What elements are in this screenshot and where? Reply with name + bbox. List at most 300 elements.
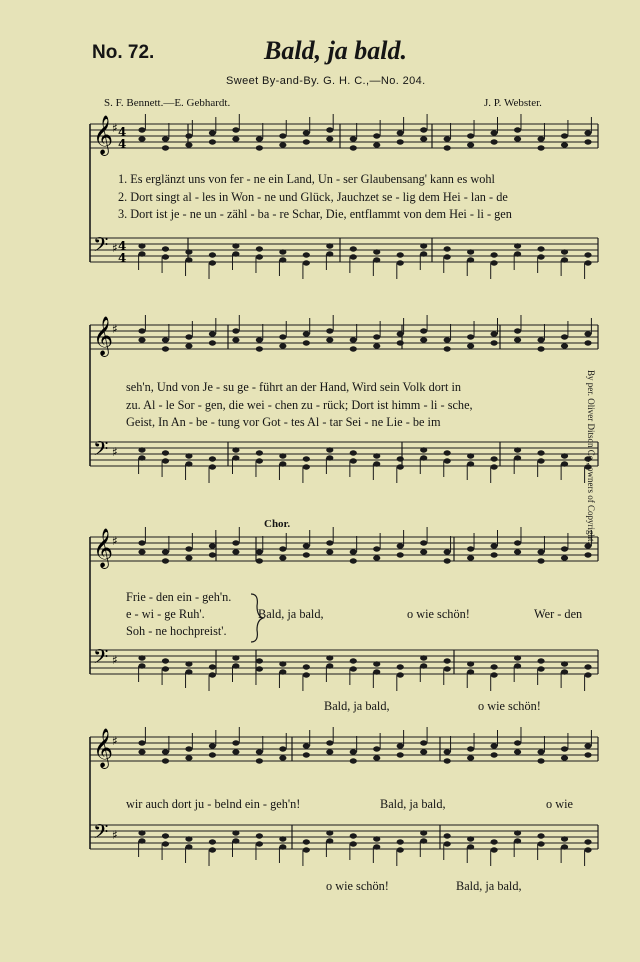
system4-treble-note xyxy=(350,758,357,763)
system4-bass-note xyxy=(514,830,521,835)
system2-bass-note xyxy=(561,453,568,458)
system1-treble-note xyxy=(303,130,310,135)
system2-treble-note xyxy=(138,328,145,333)
system3-bass-note xyxy=(185,669,192,674)
system3-bass-note xyxy=(444,666,451,671)
system1-treble-note xyxy=(303,139,310,144)
system4-bass-note xyxy=(326,830,333,835)
system3-treble-note xyxy=(326,549,333,554)
system3-bass-note xyxy=(467,661,474,666)
system2-bass-note xyxy=(209,464,216,469)
system2-treble-note xyxy=(537,337,544,342)
system1-bass-note xyxy=(561,249,568,254)
system2-treble-note xyxy=(397,331,404,336)
system4-bass-note xyxy=(350,833,357,838)
system4-treble-note xyxy=(162,749,169,754)
system1-treble-note xyxy=(185,133,192,138)
system2-treble-note xyxy=(209,340,216,345)
system4-treble-note xyxy=(397,752,404,757)
system4-treble-note xyxy=(279,755,286,760)
verse-1-line: 1. Es erglänzt uns von fer - ne ein Land, Un - ser Glaubensang' kann es wohl xyxy=(118,172,495,186)
system4-treble-note xyxy=(256,758,263,763)
system2-bass-note xyxy=(350,458,357,463)
system3-treble-note xyxy=(303,543,310,548)
verse-3-line: 3. Dort ist je - ne un - zähl - ba - re Schar, Die, entflammt von dem Hei - li - gen xyxy=(118,207,512,221)
system2-bass-note xyxy=(326,447,333,452)
system3-bass-note xyxy=(537,658,544,663)
system2-bass-note xyxy=(350,450,357,455)
system1-treble-note xyxy=(185,142,192,147)
system2-treble-clef-icon: 𝄞 xyxy=(93,316,114,356)
system4-treble-note xyxy=(256,749,263,754)
system4-bass-note xyxy=(444,841,451,846)
chorus-lyric-1: Bald, ja bald, xyxy=(258,607,324,621)
system4-treble-note xyxy=(444,749,451,754)
system4-bass-note xyxy=(326,838,333,843)
system3-treble-note xyxy=(209,543,216,548)
system1-bass-note xyxy=(444,246,451,251)
chorus-lyric-3: Wer - den xyxy=(534,607,583,621)
system2-treble-note xyxy=(561,334,568,339)
system4-treble-note xyxy=(326,740,333,745)
system4-treble-note xyxy=(420,740,427,745)
system1-treble-note xyxy=(232,136,239,141)
system1-treble-note xyxy=(537,136,544,141)
bass-lyric-2: o wie schön! xyxy=(478,699,541,713)
system4-bass-note xyxy=(279,844,286,849)
system2-bass-note xyxy=(514,447,521,452)
system3-treble-note xyxy=(138,549,145,554)
system4-treble-note xyxy=(444,758,451,763)
system4-bass-note xyxy=(584,839,591,844)
system3-bass-note xyxy=(444,658,451,663)
system1-bass-note xyxy=(256,246,263,251)
system1-bass-note xyxy=(514,251,521,256)
system2-bass-note xyxy=(397,456,404,461)
system2-treble-note xyxy=(185,343,192,348)
system4-treble-note xyxy=(373,755,380,760)
system3-treble-note xyxy=(467,546,474,551)
system4-treble-note xyxy=(584,743,591,748)
system2-lyric-3: Geist, In An - be - tung vor Got - tes Al - tar Sei - ne Lie - be im xyxy=(126,415,441,429)
system1-bass-note xyxy=(162,246,169,251)
system4-treble-sharp-icon: ♯ xyxy=(112,734,118,748)
system2-bass-note xyxy=(514,455,521,460)
system4-treble-note xyxy=(561,755,568,760)
system3-bass-note xyxy=(326,663,333,668)
system1-treble-note xyxy=(373,133,380,138)
system1-treble-note xyxy=(514,136,521,141)
system1-treble-note xyxy=(444,136,451,141)
system1-treble-note xyxy=(279,133,286,138)
system4-bass-note xyxy=(162,841,169,846)
system1-bass-note xyxy=(397,260,404,265)
system1-bass-note xyxy=(232,251,239,256)
system3-treble-note xyxy=(514,549,521,554)
system4-bass-note xyxy=(138,838,145,843)
system4-treble-note xyxy=(397,743,404,748)
system1-treble-note xyxy=(397,139,404,144)
system2-bass-note xyxy=(256,458,263,463)
system3-bass-note xyxy=(350,658,357,663)
system4-bass-note xyxy=(561,844,568,849)
system1-bass-note xyxy=(373,257,380,262)
system3-treble-note xyxy=(209,552,216,557)
system4-bass-note xyxy=(185,844,192,849)
system1-bass-note xyxy=(138,243,145,248)
system1-bass-note xyxy=(303,252,310,257)
system2-bass-note xyxy=(491,464,498,469)
system3-treble-note xyxy=(397,543,404,548)
system2-treble-note xyxy=(185,334,192,339)
system2-treble-note xyxy=(350,346,357,351)
system3-bass-note xyxy=(491,672,498,677)
tune-reference: Sweet By-and-By. G. H. C.,—No. 204. xyxy=(226,75,426,87)
system1-treble-sharp-icon: ♯ xyxy=(112,121,118,135)
system4-bass-note xyxy=(491,847,498,852)
system2-bass-note xyxy=(185,453,192,458)
system2-lyric-1: seh'n, Und von Je - su ge - führt an der Hand, Wird sein Volk dort in xyxy=(126,380,462,394)
system4-bass-note xyxy=(397,839,404,844)
system3-bass-note xyxy=(514,663,521,668)
system1-bass-note xyxy=(537,246,544,251)
system1-bass-note xyxy=(397,252,404,257)
system4-bass-sharp-icon: ♯ xyxy=(112,828,118,842)
system1-treble-note xyxy=(537,145,544,150)
bass-lyric-1: Bald, ja bald, xyxy=(324,699,390,713)
time-signature-bass-bottom: 4 xyxy=(118,251,127,265)
system1-bass-note xyxy=(537,254,544,259)
system2-treble-note xyxy=(279,343,286,348)
system1-treble-note xyxy=(491,139,498,144)
system4-treble-note xyxy=(420,749,427,754)
system3-bass-note xyxy=(138,655,145,660)
system4-bass-note xyxy=(561,836,568,841)
system1-treble-note xyxy=(279,142,286,147)
system2-bass-note xyxy=(326,455,333,460)
system2-bass-clef-icon: 𝄢 xyxy=(93,437,109,465)
system3-treble-note xyxy=(491,552,498,557)
system1-bass-note xyxy=(350,254,357,259)
system4-bass-note xyxy=(397,847,404,852)
system2-bass-note xyxy=(537,458,544,463)
system1-treble-note xyxy=(138,127,145,132)
system4-bass-note xyxy=(584,847,591,852)
system4-bass-note xyxy=(256,833,263,838)
system2-bass-note xyxy=(279,461,286,466)
system1-treble-note xyxy=(350,136,357,141)
system3-treble-note xyxy=(537,558,544,563)
system2-treble-note xyxy=(232,337,239,342)
system2-treble-note xyxy=(420,328,427,333)
system1-bass-note xyxy=(491,260,498,265)
system2-bass-note xyxy=(373,461,380,466)
system3-treble-sharp-icon: ♯ xyxy=(112,534,118,548)
system3-bass-note xyxy=(584,672,591,677)
system2-treble-note xyxy=(420,337,427,342)
system3-treble-note xyxy=(561,555,568,560)
system1-bass-note xyxy=(373,249,380,254)
system3-bass-note xyxy=(326,655,333,660)
system4-treble-note xyxy=(467,755,474,760)
system2-bass-note xyxy=(373,453,380,458)
system4-treble-note xyxy=(162,758,169,763)
system3-bass-note xyxy=(162,666,169,671)
system4-bass-note xyxy=(162,833,169,838)
system3-bass-sharp-icon: ♯ xyxy=(112,653,118,667)
system2-bass-note xyxy=(467,461,474,466)
system4-lyric-1: wir auch dort ju - belnd ein - geh'n! xyxy=(126,797,301,811)
system3-treble-note xyxy=(256,558,263,563)
composer-credit: J. P. Webster. xyxy=(484,97,542,109)
system4-treble-note xyxy=(491,752,498,757)
system2-bass-note xyxy=(467,453,474,458)
system3-bass-note xyxy=(209,664,216,669)
system3-treble-note xyxy=(162,558,169,563)
system4-bass-note xyxy=(514,838,521,843)
system1-bass-note xyxy=(326,251,333,256)
system3-bass-note xyxy=(303,664,310,669)
system3-bass-note xyxy=(420,663,427,668)
system1-bass-note xyxy=(420,251,427,256)
system3-bass-note xyxy=(209,672,216,677)
system1-bass-note xyxy=(561,257,568,262)
hymn-number: No. 72. xyxy=(92,42,155,63)
system1-treble-note xyxy=(514,127,521,132)
system1-bass-note xyxy=(467,257,474,262)
system4-treble-note xyxy=(185,746,192,751)
system4-bass-note xyxy=(537,841,544,846)
system1-bass-note xyxy=(491,252,498,257)
system4-bass-note xyxy=(537,833,544,838)
system4-treble-note xyxy=(232,740,239,745)
system3-treble-note xyxy=(303,552,310,557)
system3-treble-note xyxy=(326,540,333,545)
verse-2-line: 2. Dort singt al - les in Won - ne und Glück, Jauchzet se - lig dem Hei - lan - de xyxy=(118,190,508,204)
system1-treble-note xyxy=(420,127,427,132)
system3-treble-note xyxy=(420,540,427,545)
system3-bass-note xyxy=(256,658,263,663)
system4-bass-note xyxy=(138,830,145,835)
system4-bass-note xyxy=(209,839,216,844)
system2-bass-note xyxy=(185,461,192,466)
system3-bass-note xyxy=(373,669,380,674)
system3-lyric-1: Frie - den ein - geh'n. xyxy=(126,590,232,604)
system1-bass-note xyxy=(209,260,216,265)
system1-treble-note xyxy=(584,130,591,135)
system3-bass-note xyxy=(514,655,521,660)
system4-treble-note xyxy=(303,743,310,748)
system1-bass-note xyxy=(279,257,286,262)
system4-bass-lyric-2: Bald, ja bald, xyxy=(456,879,522,893)
system2-treble-note xyxy=(326,328,333,333)
system3-bass-note xyxy=(303,672,310,677)
system1-treble-note xyxy=(584,139,591,144)
system4-bass-note xyxy=(420,830,427,835)
system3-bass-note xyxy=(185,661,192,666)
system2-treble-note xyxy=(444,337,451,342)
system3-treble-note xyxy=(279,546,286,551)
system1-bass-note xyxy=(138,251,145,256)
system3-bass-note xyxy=(279,661,286,666)
system3-bass-note xyxy=(537,666,544,671)
system2-treble-note xyxy=(491,340,498,345)
system2-treble-note xyxy=(444,346,451,351)
system1-treble-note xyxy=(397,130,404,135)
system2-treble-note xyxy=(162,346,169,351)
system4-bass-note xyxy=(209,847,216,852)
system3-bass-note xyxy=(232,663,239,668)
system1-treble-note xyxy=(467,142,474,147)
system3-bass-note xyxy=(138,663,145,668)
system3-bass-note xyxy=(491,664,498,669)
system2-treble-note xyxy=(514,337,521,342)
system2-treble-note xyxy=(397,340,404,345)
system1-treble-note xyxy=(256,145,263,150)
system1-treble-note xyxy=(561,142,568,147)
system1-treble-note xyxy=(561,133,568,138)
system2-treble-note xyxy=(491,331,498,336)
system4-treble-note xyxy=(326,749,333,754)
system1-bass-clef-icon: 𝄢 xyxy=(93,233,109,261)
system1-treble-note xyxy=(162,145,169,150)
system3-treble-note xyxy=(373,546,380,551)
system4-treble-note xyxy=(185,755,192,760)
system1-treble-note xyxy=(491,130,498,135)
system2-treble-note xyxy=(326,337,333,342)
hymn-title: Bald, ja bald. xyxy=(264,36,408,65)
system3-treble-note xyxy=(373,555,380,560)
chorus-label: Chor. xyxy=(264,518,291,530)
system1-bass-note xyxy=(584,260,591,265)
system2-treble-note xyxy=(303,331,310,336)
system1-treble-note xyxy=(138,136,145,141)
system2-bass-note xyxy=(397,464,404,469)
system1-bass-note xyxy=(185,257,192,262)
system4-treble-note xyxy=(209,743,216,748)
system1-bass-note xyxy=(467,249,474,254)
system2-bass-note xyxy=(232,455,239,460)
system2-treble-note xyxy=(279,334,286,339)
system4-lyric-3: o wie xyxy=(546,797,573,811)
system3-treble-note xyxy=(444,558,451,563)
system1-treble-note xyxy=(326,127,333,132)
system4-bass-note xyxy=(467,844,474,849)
system3-bass-note xyxy=(279,669,286,674)
system4-treble-note xyxy=(537,749,544,754)
system1-treble-note xyxy=(209,130,216,135)
system1-bass-sharp-icon: ♯ xyxy=(112,241,118,255)
system2-bass-note xyxy=(303,456,310,461)
system3-treble-note xyxy=(279,555,286,560)
system2-bass-note xyxy=(209,456,216,461)
system1-treble-note xyxy=(162,136,169,141)
time-signature-bottom: 4 xyxy=(118,137,127,151)
system3-treble-note xyxy=(491,543,498,548)
system3-bass-note xyxy=(584,664,591,669)
system1-treble-clef-icon: 𝄞 xyxy=(93,115,114,155)
system4-bass-note xyxy=(185,836,192,841)
chorus-lyric-2: o wie schön! xyxy=(407,607,470,621)
system1-treble-note xyxy=(350,145,357,150)
system1-bass-note xyxy=(303,260,310,265)
system3-treble-note xyxy=(232,540,239,545)
system2-bass-note xyxy=(491,456,498,461)
system1-treble-note xyxy=(420,136,427,141)
system4-treble-note xyxy=(209,752,216,757)
system2-treble-note xyxy=(303,340,310,345)
system3-bass-note xyxy=(397,664,404,669)
system2-bass-note xyxy=(138,455,145,460)
system2-treble-note xyxy=(467,334,474,339)
system3-treble-note xyxy=(514,540,521,545)
system3-treble-clef-icon: 𝄞 xyxy=(93,528,114,568)
system2-bass-note xyxy=(279,453,286,458)
time-signature-bass-top: 4 xyxy=(118,239,127,253)
system3-treble-note xyxy=(256,549,263,554)
system3-bass-note xyxy=(397,672,404,677)
system4-treble-note xyxy=(514,749,521,754)
system3-treble-note xyxy=(185,555,192,560)
system4-treble-note xyxy=(491,743,498,748)
system4-bass-note xyxy=(232,838,239,843)
system2-treble-sharp-icon: ♯ xyxy=(112,322,118,336)
system2-treble-note xyxy=(138,337,145,342)
system4-treble-note xyxy=(303,752,310,757)
system2-treble-note xyxy=(209,331,216,336)
system4-bass-note xyxy=(373,836,380,841)
system2-bass-note xyxy=(561,461,568,466)
system3-lyric-2: e - wi - ge Ruh'. xyxy=(126,607,205,621)
system2-treble-note xyxy=(350,337,357,342)
system4-lyric-2: Bald, ja bald, xyxy=(380,797,446,811)
system4-bass-clef-icon: 𝄢 xyxy=(93,820,109,848)
system2-treble-note xyxy=(537,346,544,351)
system4-treble-note xyxy=(561,746,568,751)
lyricist-credit: S. F. Bennett.—E. Gebhardt. xyxy=(104,97,231,109)
system1-treble-note xyxy=(256,136,263,141)
system1-bass-note xyxy=(420,243,427,248)
system3-bass-note xyxy=(232,655,239,660)
system1-bass-note xyxy=(162,254,169,259)
system3-treble-note xyxy=(162,549,169,554)
system1-treble-note xyxy=(232,127,239,132)
system2-treble-note xyxy=(514,328,521,333)
system4-bass-note xyxy=(491,839,498,844)
system2-treble-note xyxy=(162,337,169,342)
system2-bass-note xyxy=(537,450,544,455)
system1-bass-note xyxy=(514,243,521,248)
system4-bass-note xyxy=(232,830,239,835)
system2-bass-sharp-icon: ♯ xyxy=(112,445,118,459)
system3-treble-note xyxy=(561,546,568,551)
system2-lyric-2: zu. Al - le Sor - gen, die wei - chen zu - rück; Dort ist himm - li - sche, xyxy=(126,398,473,412)
system1-bass-note xyxy=(584,252,591,257)
system4-bass-note xyxy=(373,844,380,849)
system4-bass-note xyxy=(303,847,310,852)
system3-treble-note xyxy=(444,549,451,554)
system3-treble-note xyxy=(584,552,591,557)
system2-treble-note xyxy=(561,343,568,348)
system3-bass-note xyxy=(373,661,380,666)
system1-bass-note xyxy=(326,243,333,248)
system4-bass-note xyxy=(420,838,427,843)
system3-treble-note xyxy=(138,540,145,545)
system2-bass-note xyxy=(420,455,427,460)
system4-bass-note xyxy=(444,833,451,838)
system2-treble-note xyxy=(584,331,591,336)
system2-bass-note xyxy=(303,464,310,469)
